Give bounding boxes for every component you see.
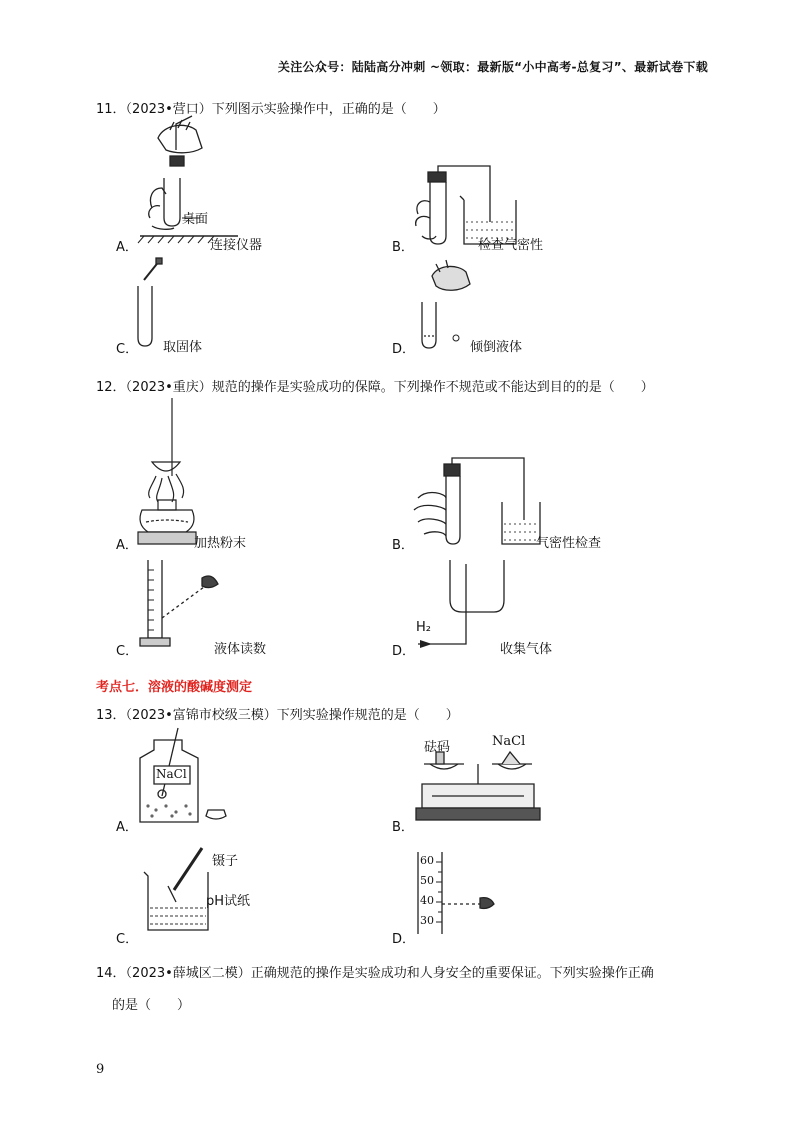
option-12d-letter: D． [392, 644, 416, 659]
option-13b-letter: B． [392, 820, 414, 835]
desk-label: 桌面 [182, 212, 209, 227]
question-11-stem: 11．（2023•营口）下列图示实验操作中，正确的是（ ） [96, 102, 446, 117]
question-14-stem-line1: 14．（2023•薛城区二模）正确规范的操作是实验成功和人身安全的重要保证。下列实验操作正确 [96, 966, 654, 981]
13a-reagent-label: NaCl [156, 767, 187, 781]
hydrogen-label: H₂ [416, 620, 431, 635]
question-12-stem: 12．（2023•重庆）规范的操作是实验成功的保障。下列操作不规范或不能达到目的的是（ ） [96, 380, 654, 395]
option-11b-letter: B． [392, 240, 414, 255]
option-12a-letter: A． [116, 538, 138, 553]
option-11c-letter: C． [116, 342, 139, 357]
option-12c-label: 液体读数 [214, 642, 267, 657]
question-13-stem: 13．（2023•富锦市校级三模）下列实验操作规范的是（ ） [96, 708, 459, 723]
option-12b-letter: B． [392, 538, 414, 553]
option-13d-letter: D． [392, 932, 416, 947]
figure-12a-heat-powder [132, 398, 202, 548]
option-11a-label: 连接仪器 [210, 238, 263, 253]
tick-40: 40 [420, 894, 434, 907]
option-13a-letter: A． [116, 820, 138, 835]
ph-paper-label: pH试纸 [206, 894, 251, 909]
page-number: 9 [96, 1062, 105, 1077]
option-11d-label: 倾倒液体 [470, 340, 523, 355]
option-12c-letter: C． [116, 644, 139, 659]
figure-12b-airtight-check [412, 458, 544, 548]
option-11a-letter: A． [116, 240, 138, 255]
13b-reagent-label: NaCl [492, 734, 526, 749]
tick-30: 30 [420, 914, 434, 927]
tweezers-label: 镊子 [212, 854, 239, 869]
figure-13b-balance [412, 744, 548, 828]
question-14-stem-line2: 的是（ ） [112, 998, 191, 1013]
option-11c-label: 取固体 [163, 340, 203, 355]
tick-50: 50 [420, 874, 434, 887]
figure-12d-collect-gas [412, 560, 504, 656]
option-13c-letter: C． [116, 932, 139, 947]
weights-label: 砝码 [424, 740, 451, 755]
page-header: 关注公众号：陆陆高分冲刺 ~领取：最新版“小中高考-总复习”、最新试卷下载 [277, 60, 708, 74]
section-heading: 考点七．溶液的酸碱度测定 [96, 680, 253, 695]
option-12a-label: 加热粉末 [194, 536, 247, 551]
option-11b-label: 检查气密性 [478, 238, 544, 253]
option-11d-letter: D． [392, 342, 416, 357]
figure-11d-pour-liquid [412, 262, 474, 352]
option-12d-label: 收集气体 [500, 642, 553, 657]
tick-60: 60 [420, 854, 434, 867]
option-12b-label: 气密性检查 [536, 536, 602, 551]
